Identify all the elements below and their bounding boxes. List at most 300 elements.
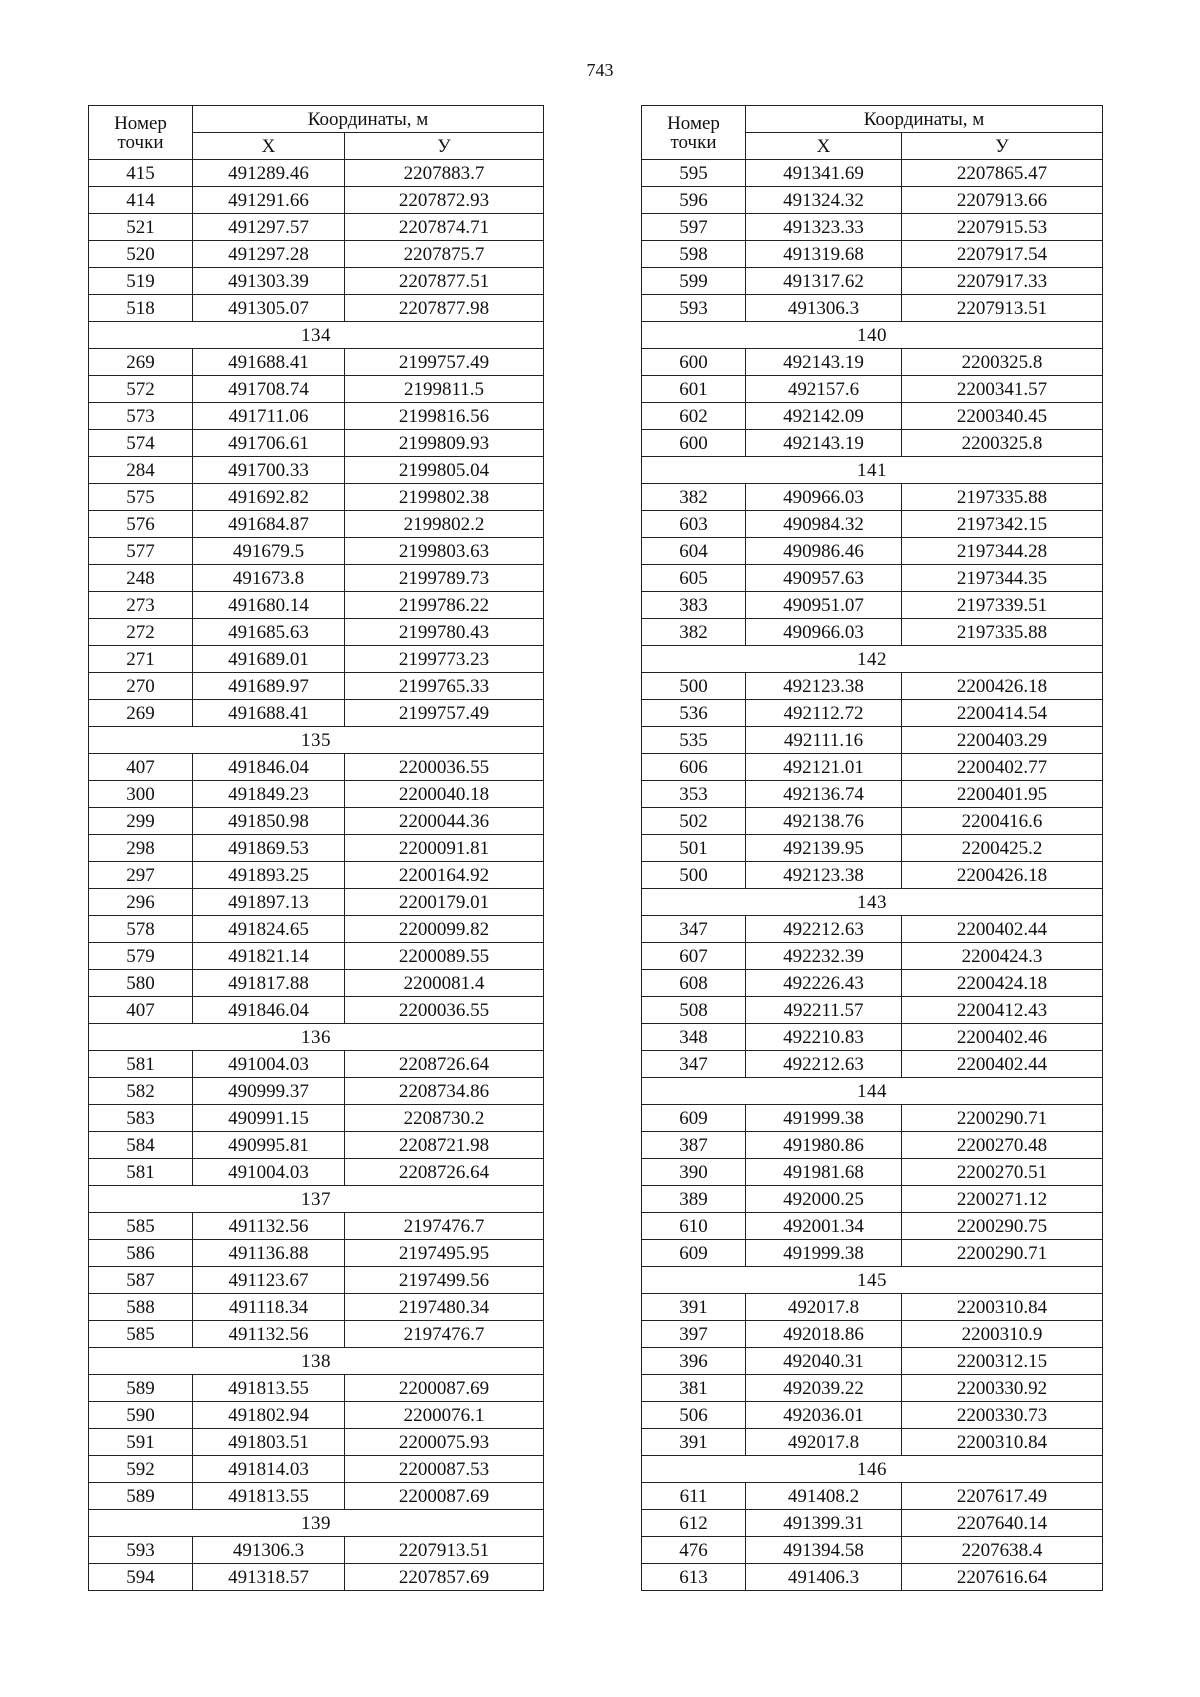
table-header bbox=[89, 106, 544, 160]
table-row bbox=[89, 1483, 544, 1510]
x-coordinate-cell: 490957.63 bbox=[746, 565, 902, 592]
x-coordinate-cell: 491685.63 bbox=[193, 619, 345, 646]
table-row bbox=[89, 1213, 544, 1240]
x-coordinate-cell: 491132.56 bbox=[193, 1321, 345, 1348]
table-row bbox=[89, 1078, 544, 1105]
point-number-cell: 391 bbox=[642, 1294, 746, 1321]
group-label: 135 bbox=[89, 727, 544, 754]
table-row bbox=[89, 241, 544, 268]
point-number-cell: 501 bbox=[642, 835, 746, 862]
group-label: 144 bbox=[642, 1078, 1103, 1105]
x-coordinate-cell: 491802.94 bbox=[193, 1402, 345, 1429]
table-row bbox=[642, 1213, 1103, 1240]
point-number-cell: 382 bbox=[642, 619, 746, 646]
x-coordinate-cell: 491004.03 bbox=[193, 1051, 345, 1078]
table-row bbox=[89, 1456, 544, 1483]
point-number-cell: 506 bbox=[642, 1402, 746, 1429]
table-row bbox=[89, 1564, 544, 1591]
x-coordinate-cell: 492139.95 bbox=[746, 835, 902, 862]
point-number-header bbox=[89, 106, 193, 160]
y-coordinate-cell: 2200081.4 bbox=[345, 970, 544, 997]
coordinates-table-right bbox=[641, 105, 1103, 1591]
x-coordinate-cell: 492142.09 bbox=[746, 403, 902, 430]
x-coordinate-cell: 492212.63 bbox=[746, 916, 902, 943]
table-row bbox=[89, 538, 544, 565]
table-row bbox=[89, 862, 544, 889]
y-coordinate-cell: 2200075.93 bbox=[345, 1429, 544, 1456]
table-row bbox=[89, 295, 544, 322]
group-row bbox=[89, 322, 544, 349]
table-row bbox=[89, 1240, 544, 1267]
y-coordinate-cell: 2208734.86 bbox=[345, 1078, 544, 1105]
x-coordinate-cell: 491700.33 bbox=[193, 457, 345, 484]
point-number-cell: 391 bbox=[642, 1429, 746, 1456]
x-coordinate-cell: 491813.55 bbox=[193, 1483, 345, 1510]
y-coordinate-cell: 2200325.8 bbox=[902, 349, 1103, 376]
x-coordinate-cell: 491317.62 bbox=[746, 268, 902, 295]
table-row bbox=[89, 916, 544, 943]
point-number-cell: 591 bbox=[89, 1429, 193, 1456]
y-coordinate-cell: 2199757.49 bbox=[345, 700, 544, 727]
y-coordinate-cell: 2200310.84 bbox=[902, 1429, 1103, 1456]
table-row bbox=[89, 754, 544, 781]
y-coordinate-cell: 2208726.64 bbox=[345, 1051, 544, 1078]
y-coordinate-cell: 2199757.49 bbox=[345, 349, 544, 376]
table-row bbox=[642, 1564, 1103, 1591]
table-row bbox=[89, 1375, 544, 1402]
y-coordinate-cell: 2200340.45 bbox=[902, 403, 1103, 430]
x-coordinate-cell: 490999.37 bbox=[193, 1078, 345, 1105]
y-coordinate-cell: 2207913.51 bbox=[345, 1537, 544, 1564]
y-coordinate-cell: 2207883.7 bbox=[345, 160, 544, 187]
x-coordinate-cell: 491824.65 bbox=[193, 916, 345, 943]
table-row bbox=[89, 1051, 544, 1078]
group-row bbox=[642, 889, 1103, 916]
x-coordinate-cell: 491893.25 bbox=[193, 862, 345, 889]
x-coordinate-cell: 492040.31 bbox=[746, 1348, 902, 1375]
table-row bbox=[642, 538, 1103, 565]
y-coordinate-cell: 2197476.7 bbox=[345, 1213, 544, 1240]
x-coordinate-cell: 492143.19 bbox=[746, 430, 902, 457]
table-row bbox=[89, 700, 544, 727]
point-number-cell: 575 bbox=[89, 484, 193, 511]
y-coordinate-cell: 2200424.18 bbox=[902, 970, 1103, 997]
point-number-cell: 284 bbox=[89, 457, 193, 484]
group-row bbox=[89, 1024, 544, 1051]
point-number-cell: 584 bbox=[89, 1132, 193, 1159]
point-number-cell: 297 bbox=[89, 862, 193, 889]
table-row bbox=[89, 214, 544, 241]
x-coordinate-cell: 492001.34 bbox=[746, 1213, 902, 1240]
y-coordinate-cell: 2207865.47 bbox=[902, 160, 1103, 187]
table-row bbox=[89, 970, 544, 997]
table-row bbox=[89, 1402, 544, 1429]
x-header: X bbox=[746, 133, 902, 160]
point-number-cell: 609 bbox=[642, 1240, 746, 1267]
x-coordinate-cell: 490984.32 bbox=[746, 511, 902, 538]
y-coordinate-cell: 2197344.28 bbox=[902, 538, 1103, 565]
group-row bbox=[89, 1510, 544, 1537]
x-coordinate-cell: 491297.57 bbox=[193, 214, 345, 241]
table-row bbox=[642, 943, 1103, 970]
point-number-cell: 574 bbox=[89, 430, 193, 457]
y-coordinate-cell: 2199780.43 bbox=[345, 619, 544, 646]
y-coordinate-cell: 2207915.53 bbox=[902, 214, 1103, 241]
x-coordinate-cell: 491980.86 bbox=[746, 1132, 902, 1159]
point-number-cell: 500 bbox=[642, 862, 746, 889]
x-coordinate-cell: 491306.3 bbox=[193, 1537, 345, 1564]
y-coordinate-cell: 2200076.1 bbox=[345, 1402, 544, 1429]
point-number-cell: 587 bbox=[89, 1267, 193, 1294]
y-header: У bbox=[345, 133, 544, 160]
x-coordinate-cell: 491846.04 bbox=[193, 754, 345, 781]
point-number-cell: 383 bbox=[642, 592, 746, 619]
point-number-cell: 607 bbox=[642, 943, 746, 970]
group-row bbox=[89, 1348, 544, 1375]
group-label: 146 bbox=[642, 1456, 1103, 1483]
table-row bbox=[89, 457, 544, 484]
table-row bbox=[642, 619, 1103, 646]
table-row bbox=[642, 1321, 1103, 1348]
x-coordinate-cell: 491679.5 bbox=[193, 538, 345, 565]
table-body bbox=[89, 160, 544, 1591]
table-row bbox=[642, 916, 1103, 943]
table-row bbox=[89, 1429, 544, 1456]
table-row bbox=[642, 1537, 1103, 1564]
table-row bbox=[642, 1294, 1103, 1321]
x-coordinate-cell: 492018.86 bbox=[746, 1321, 902, 1348]
x-coordinate-cell: 491711.06 bbox=[193, 403, 345, 430]
point-number-cell: 595 bbox=[642, 160, 746, 187]
y-coordinate-cell: 2200403.29 bbox=[902, 727, 1103, 754]
y-coordinate-cell: 2200271.12 bbox=[902, 1186, 1103, 1213]
point-number-cell: 610 bbox=[642, 1213, 746, 1240]
table-row bbox=[642, 295, 1103, 322]
table-row bbox=[642, 1132, 1103, 1159]
y-coordinate-cell: 2200091.81 bbox=[345, 835, 544, 862]
table-row bbox=[642, 970, 1103, 997]
x-coordinate-cell: 491706.61 bbox=[193, 430, 345, 457]
point-number-cell: 347 bbox=[642, 1051, 746, 1078]
point-number-cell: 300 bbox=[89, 781, 193, 808]
table-row bbox=[642, 1402, 1103, 1429]
table-row bbox=[89, 1105, 544, 1132]
table-row bbox=[89, 484, 544, 511]
point-number-cell: 396 bbox=[642, 1348, 746, 1375]
y-header: У bbox=[902, 133, 1103, 160]
table-row bbox=[642, 1510, 1103, 1537]
y-coordinate-cell: 2200426.18 bbox=[902, 673, 1103, 700]
table-row bbox=[642, 511, 1103, 538]
y-coordinate-cell: 2207616.64 bbox=[902, 1564, 1103, 1591]
y-coordinate-cell: 2200270.48 bbox=[902, 1132, 1103, 1159]
y-coordinate-cell: 2199773.23 bbox=[345, 646, 544, 673]
group-label: 141 bbox=[642, 457, 1103, 484]
x-coordinate-cell: 491318.57 bbox=[193, 1564, 345, 1591]
point-number-cell: 593 bbox=[642, 295, 746, 322]
table-row bbox=[642, 484, 1103, 511]
table-row bbox=[89, 1132, 544, 1159]
group-row bbox=[642, 322, 1103, 349]
point-number-cell: 518 bbox=[89, 295, 193, 322]
table-row bbox=[89, 268, 544, 295]
x-coordinate-cell: 491689.97 bbox=[193, 673, 345, 700]
x-coordinate-cell: 492017.8 bbox=[746, 1429, 902, 1456]
point-number-cell: 273 bbox=[89, 592, 193, 619]
x-coordinate-cell: 491399.31 bbox=[746, 1510, 902, 1537]
point-number-cell: 500 bbox=[642, 673, 746, 700]
x-coordinate-cell: 490986.46 bbox=[746, 538, 902, 565]
point-number-cell: 596 bbox=[642, 187, 746, 214]
table-row bbox=[642, 430, 1103, 457]
x-coordinate-cell: 491688.41 bbox=[193, 349, 345, 376]
table-row bbox=[642, 349, 1103, 376]
point-number-cell: 604 bbox=[642, 538, 746, 565]
x-coordinate-cell: 492123.38 bbox=[746, 862, 902, 889]
y-coordinate-cell: 2200099.82 bbox=[345, 916, 544, 943]
y-coordinate-cell: 2200089.55 bbox=[345, 943, 544, 970]
table-row bbox=[642, 1159, 1103, 1186]
table-row bbox=[642, 808, 1103, 835]
y-coordinate-cell: 2200087.69 bbox=[345, 1375, 544, 1402]
point-number-cell: 585 bbox=[89, 1213, 193, 1240]
x-coordinate-cell: 491999.38 bbox=[746, 1105, 902, 1132]
y-coordinate-cell: 2207872.93 bbox=[345, 187, 544, 214]
table-row bbox=[89, 835, 544, 862]
point-number-cell: 348 bbox=[642, 1024, 746, 1051]
point-number-cell: 397 bbox=[642, 1321, 746, 1348]
x-coordinate-cell: 491692.82 bbox=[193, 484, 345, 511]
y-coordinate-cell: 2199802.38 bbox=[345, 484, 544, 511]
y-coordinate-cell: 2200402.77 bbox=[902, 754, 1103, 781]
group-row bbox=[89, 1186, 544, 1213]
y-coordinate-cell: 2197344.35 bbox=[902, 565, 1103, 592]
y-coordinate-cell: 2207640.14 bbox=[902, 1510, 1103, 1537]
x-coordinate-cell: 491323.33 bbox=[746, 214, 902, 241]
point-number-cell: 572 bbox=[89, 376, 193, 403]
point-number-cell: 576 bbox=[89, 511, 193, 538]
y-coordinate-cell: 2207877.51 bbox=[345, 268, 544, 295]
x-coordinate-cell: 491408.2 bbox=[746, 1483, 902, 1510]
x-coordinate-cell: 491803.51 bbox=[193, 1429, 345, 1456]
y-coordinate-cell: 2207875.7 bbox=[345, 241, 544, 268]
table-row bbox=[89, 511, 544, 538]
y-coordinate-cell: 2199786.22 bbox=[345, 592, 544, 619]
x-coordinate-cell: 491406.3 bbox=[746, 1564, 902, 1591]
x-coordinate-cell: 492121.01 bbox=[746, 754, 902, 781]
group-row bbox=[642, 1267, 1103, 1294]
x-coordinate-cell: 490951.07 bbox=[746, 592, 902, 619]
y-coordinate-cell: 2200402.46 bbox=[902, 1024, 1103, 1051]
point-number-cell: 594 bbox=[89, 1564, 193, 1591]
point-number-cell: 600 bbox=[642, 349, 746, 376]
y-coordinate-cell: 2199789.73 bbox=[345, 565, 544, 592]
point-number-cell: 272 bbox=[89, 619, 193, 646]
table-row bbox=[642, 565, 1103, 592]
x-coordinate-cell: 490991.15 bbox=[193, 1105, 345, 1132]
point-number-cell: 390 bbox=[642, 1159, 746, 1186]
x-coordinate-cell: 492039.22 bbox=[746, 1375, 902, 1402]
x-coordinate-cell: 492000.25 bbox=[746, 1186, 902, 1213]
point-number-cell: 381 bbox=[642, 1375, 746, 1402]
y-coordinate-cell: 2207913.66 bbox=[902, 187, 1103, 214]
y-coordinate-cell: 2200425.2 bbox=[902, 835, 1103, 862]
group-label: 139 bbox=[89, 1510, 544, 1537]
y-coordinate-cell: 2208721.98 bbox=[345, 1132, 544, 1159]
x-coordinate-cell: 491689.01 bbox=[193, 646, 345, 673]
y-coordinate-cell: 2197495.95 bbox=[345, 1240, 544, 1267]
x-header: X bbox=[193, 133, 345, 160]
x-coordinate-cell: 491708.74 bbox=[193, 376, 345, 403]
table-row bbox=[642, 403, 1103, 430]
table-row bbox=[89, 889, 544, 916]
y-coordinate-cell: 2200330.92 bbox=[902, 1375, 1103, 1402]
point-number-cell: 612 bbox=[642, 1510, 746, 1537]
x-coordinate-cell: 492111.16 bbox=[746, 727, 902, 754]
table-row bbox=[642, 1483, 1103, 1510]
y-coordinate-cell: 2200310.9 bbox=[902, 1321, 1103, 1348]
y-coordinate-cell: 2199805.04 bbox=[345, 457, 544, 484]
point-number-cell: 589 bbox=[89, 1375, 193, 1402]
table-row bbox=[642, 592, 1103, 619]
coordinates-header: Координаты, м bbox=[746, 106, 1103, 133]
x-coordinate-cell: 492212.63 bbox=[746, 1051, 902, 1078]
point-number-cell: 520 bbox=[89, 241, 193, 268]
table-row bbox=[89, 673, 544, 700]
point-number-header-line2: точки bbox=[670, 131, 717, 153]
table-row bbox=[642, 754, 1103, 781]
table-row bbox=[642, 997, 1103, 1024]
x-coordinate-cell: 491306.3 bbox=[746, 295, 902, 322]
x-coordinate-cell: 491319.68 bbox=[746, 241, 902, 268]
point-number-cell: 248 bbox=[89, 565, 193, 592]
point-number-cell: 589 bbox=[89, 1483, 193, 1510]
y-coordinate-cell: 2197335.88 bbox=[902, 484, 1103, 511]
y-coordinate-cell: 2197342.15 bbox=[902, 511, 1103, 538]
page-number: 743 bbox=[586, 60, 614, 80]
x-coordinate-cell: 491673.8 bbox=[193, 565, 345, 592]
point-number-cell: 599 bbox=[642, 268, 746, 295]
y-coordinate-cell: 2199802.2 bbox=[345, 511, 544, 538]
point-number-cell: 298 bbox=[89, 835, 193, 862]
x-coordinate-cell: 491999.38 bbox=[746, 1240, 902, 1267]
x-coordinate-cell: 491850.98 bbox=[193, 808, 345, 835]
y-coordinate-cell: 2200044.36 bbox=[345, 808, 544, 835]
y-coordinate-cell: 2207638.4 bbox=[902, 1537, 1103, 1564]
x-coordinate-cell: 491981.68 bbox=[746, 1159, 902, 1186]
x-coordinate-cell: 491004.03 bbox=[193, 1159, 345, 1186]
table-row bbox=[89, 349, 544, 376]
x-coordinate-cell: 492138.76 bbox=[746, 808, 902, 835]
point-number-cell: 508 bbox=[642, 997, 746, 1024]
y-coordinate-cell: 2207857.69 bbox=[345, 1564, 544, 1591]
y-coordinate-cell: 2200401.95 bbox=[902, 781, 1103, 808]
x-coordinate-cell: 491324.32 bbox=[746, 187, 902, 214]
y-coordinate-cell: 2197476.7 bbox=[345, 1321, 544, 1348]
y-coordinate-cell: 2200426.18 bbox=[902, 862, 1103, 889]
x-coordinate-cell: 491303.39 bbox=[193, 268, 345, 295]
x-coordinate-cell: 492157.6 bbox=[746, 376, 902, 403]
point-number-cell: 271 bbox=[89, 646, 193, 673]
table-row bbox=[642, 781, 1103, 808]
coordinates-header: Координаты, м bbox=[193, 106, 544, 133]
coordinates-table-left bbox=[88, 105, 544, 1591]
table-row bbox=[642, 835, 1103, 862]
y-coordinate-cell: 2200036.55 bbox=[345, 997, 544, 1024]
point-number-cell: 581 bbox=[89, 1051, 193, 1078]
point-number-cell: 602 bbox=[642, 403, 746, 430]
table-row bbox=[89, 160, 544, 187]
x-coordinate-cell: 490966.03 bbox=[746, 619, 902, 646]
y-coordinate-cell: 2200036.55 bbox=[345, 754, 544, 781]
x-coordinate-cell: 492226.43 bbox=[746, 970, 902, 997]
point-number-cell: 269 bbox=[89, 700, 193, 727]
point-number-cell: 577 bbox=[89, 538, 193, 565]
x-coordinate-cell: 492210.83 bbox=[746, 1024, 902, 1051]
table-row bbox=[89, 619, 544, 646]
y-coordinate-cell: 2200164.92 bbox=[345, 862, 544, 889]
y-coordinate-cell: 2200087.53 bbox=[345, 1456, 544, 1483]
y-coordinate-cell: 2199816.56 bbox=[345, 403, 544, 430]
point-number-header-line1: Номер bbox=[667, 112, 720, 134]
y-coordinate-cell: 2200290.71 bbox=[902, 1105, 1103, 1132]
point-number-cell: 407 bbox=[89, 754, 193, 781]
x-coordinate-cell: 492211.57 bbox=[746, 997, 902, 1024]
table-row bbox=[642, 862, 1103, 889]
y-coordinate-cell: 2200341.57 bbox=[902, 376, 1103, 403]
table-row bbox=[89, 403, 544, 430]
point-number-cell: 582 bbox=[89, 1078, 193, 1105]
x-coordinate-cell: 491118.34 bbox=[193, 1294, 345, 1321]
x-coordinate-cell: 492036.01 bbox=[746, 1402, 902, 1429]
x-coordinate-cell: 492017.8 bbox=[746, 1294, 902, 1321]
point-number-cell: 609 bbox=[642, 1105, 746, 1132]
y-coordinate-cell: 2199803.63 bbox=[345, 538, 544, 565]
table-row bbox=[89, 781, 544, 808]
table-row bbox=[89, 592, 544, 619]
table-row bbox=[642, 700, 1103, 727]
y-coordinate-cell: 2199811.5 bbox=[345, 376, 544, 403]
point-number-cell: 579 bbox=[89, 943, 193, 970]
table-row bbox=[642, 376, 1103, 403]
table-row bbox=[89, 1267, 544, 1294]
point-number-cell: 605 bbox=[642, 565, 746, 592]
group-row bbox=[642, 1078, 1103, 1105]
group-row bbox=[642, 646, 1103, 673]
y-coordinate-cell: 2200312.15 bbox=[902, 1348, 1103, 1375]
point-number-cell: 347 bbox=[642, 916, 746, 943]
group-row bbox=[89, 727, 544, 754]
group-label: 145 bbox=[642, 1267, 1103, 1294]
point-number-cell: 613 bbox=[642, 1564, 746, 1591]
point-number-cell: 592 bbox=[89, 1456, 193, 1483]
y-coordinate-cell: 2208730.2 bbox=[345, 1105, 544, 1132]
x-coordinate-cell: 491289.46 bbox=[193, 160, 345, 187]
x-coordinate-cell: 491123.67 bbox=[193, 1267, 345, 1294]
point-number-cell: 296 bbox=[89, 889, 193, 916]
group-label: 134 bbox=[89, 322, 544, 349]
table-header bbox=[642, 106, 1103, 160]
x-coordinate-cell: 491136.88 bbox=[193, 1240, 345, 1267]
y-coordinate-cell: 2207917.33 bbox=[902, 268, 1103, 295]
table-row bbox=[89, 1537, 544, 1564]
point-number-header bbox=[642, 106, 746, 160]
point-number-cell: 603 bbox=[642, 511, 746, 538]
x-coordinate-cell: 492136.74 bbox=[746, 781, 902, 808]
y-coordinate-cell: 2200270.51 bbox=[902, 1159, 1103, 1186]
y-coordinate-cell: 2200179.01 bbox=[345, 889, 544, 916]
x-coordinate-cell: 492123.38 bbox=[746, 673, 902, 700]
